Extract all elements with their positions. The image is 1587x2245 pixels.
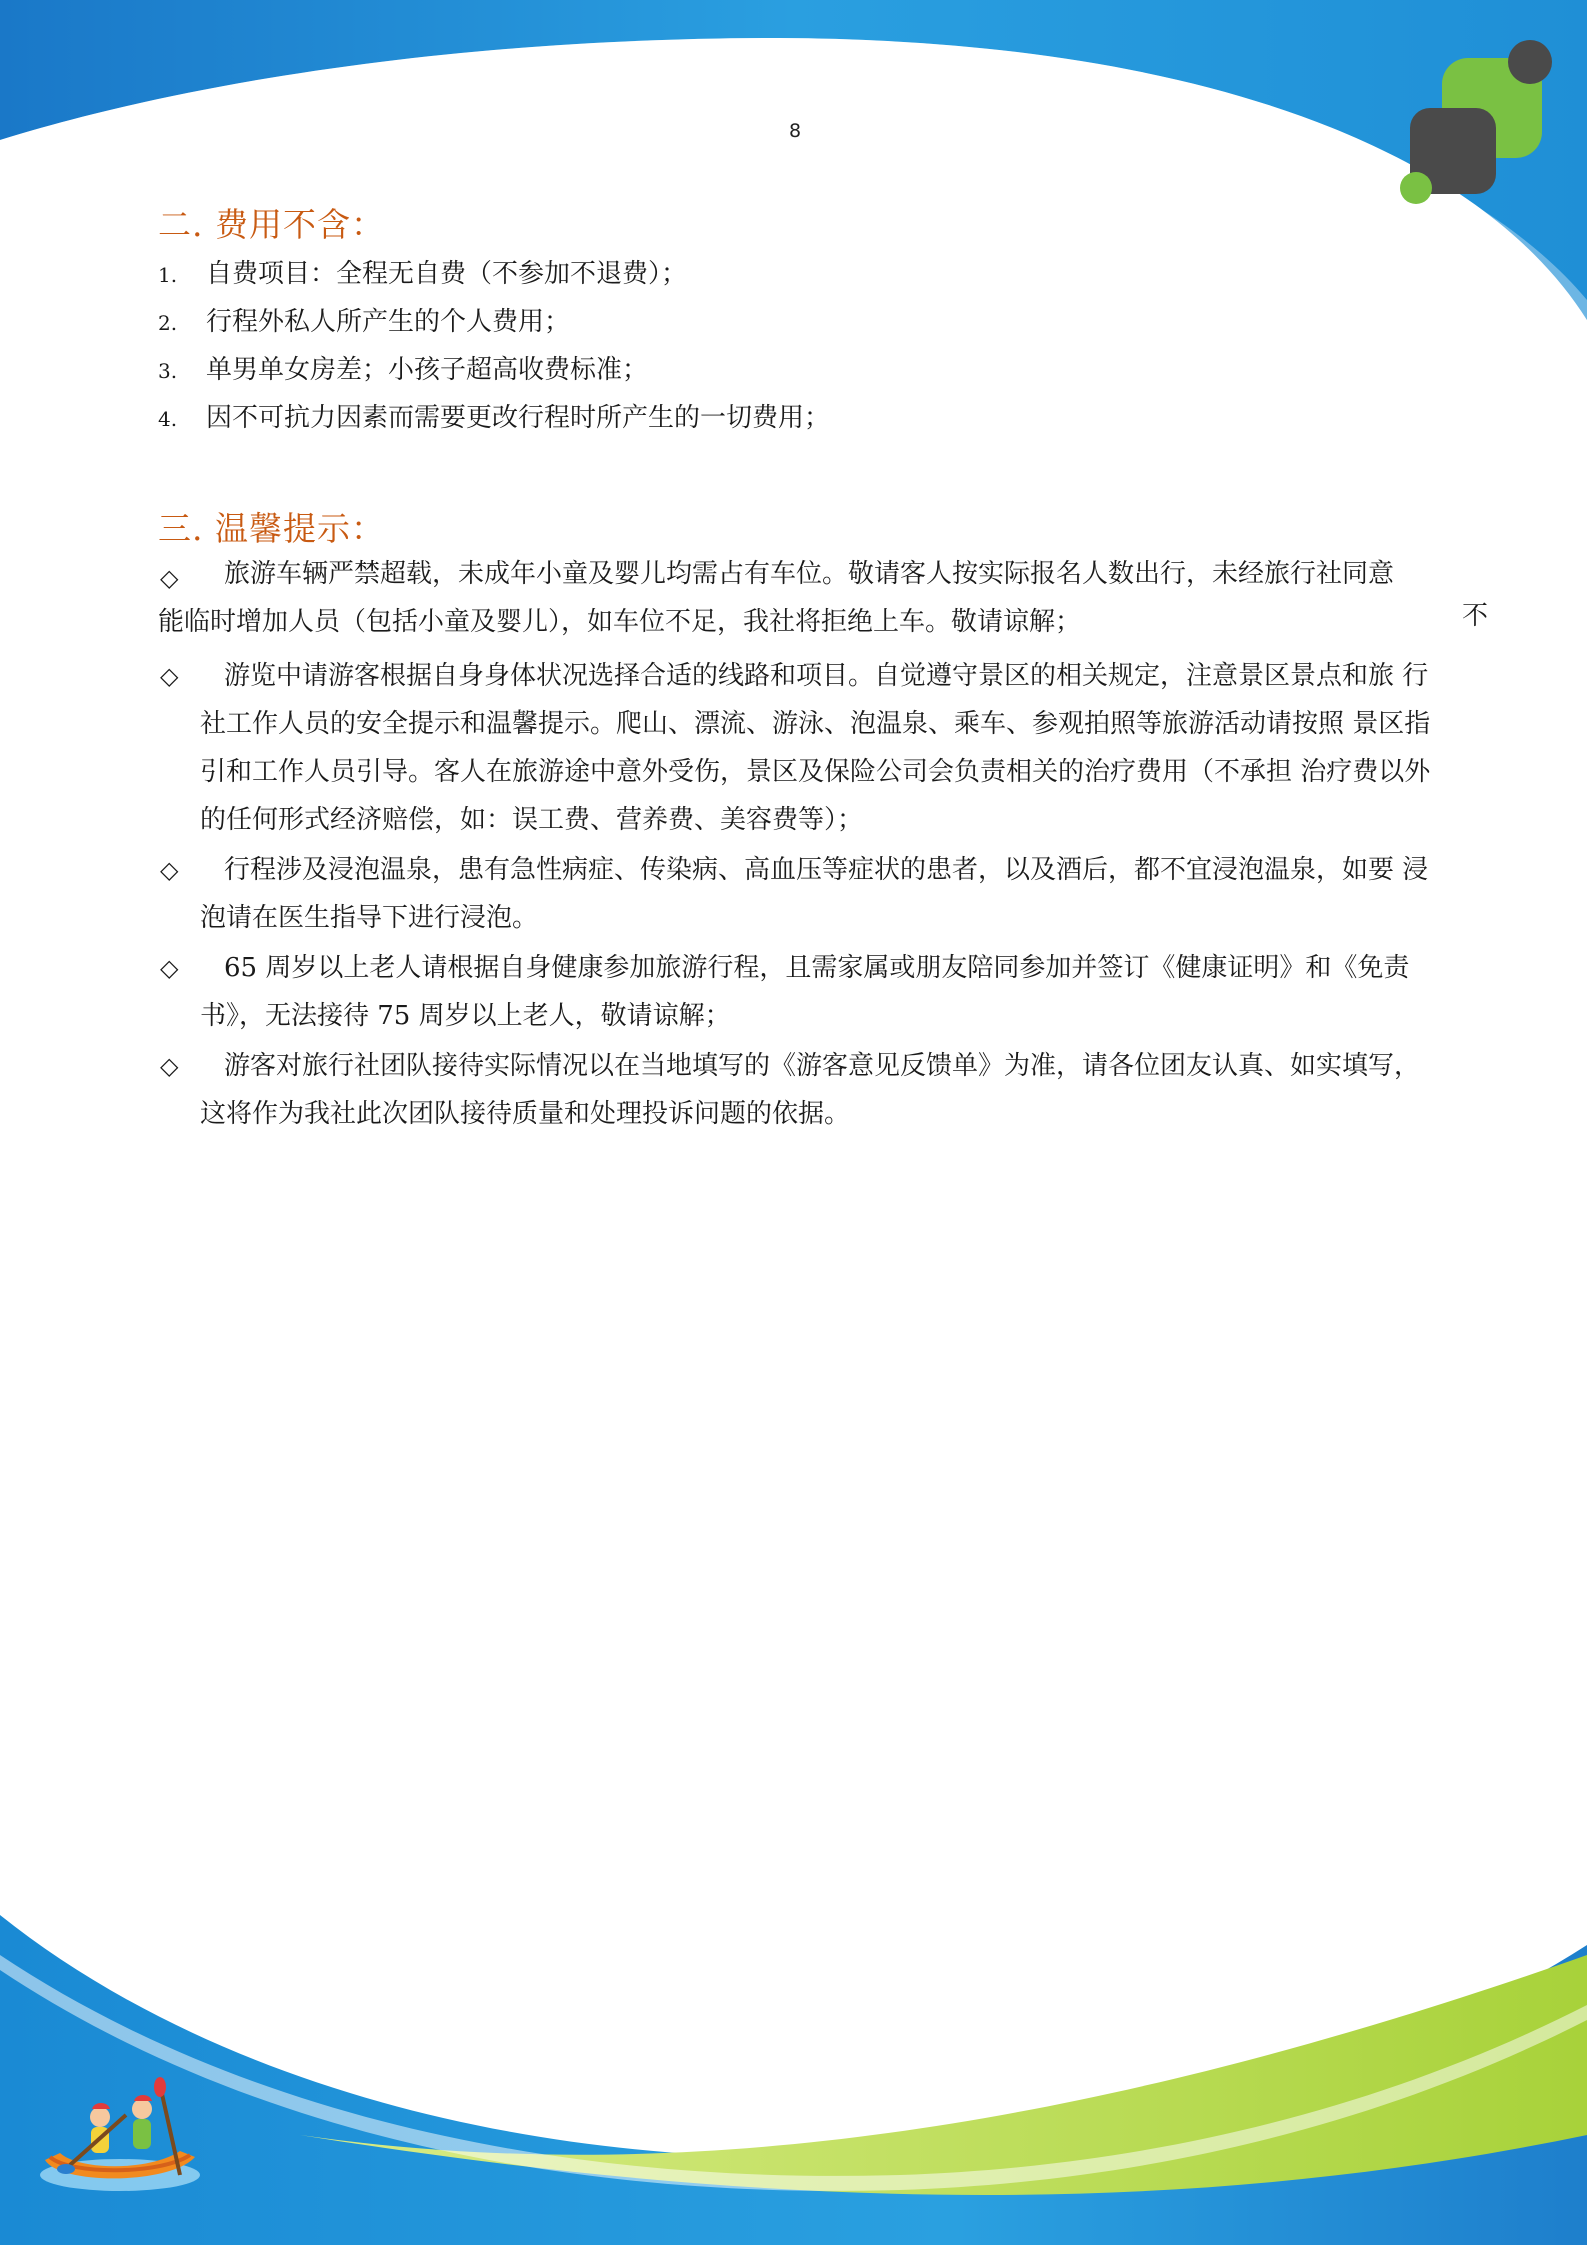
tip-item — [158, 944, 1458, 1040]
tip-item — [158, 846, 1458, 942]
excluded-fees-list — [158, 250, 1458, 442]
diamond-bullet-icon: ◇ — [160, 564, 179, 592]
list-item — [158, 394, 1458, 442]
tip-text: 行程涉及浸泡温泉，患有急性病症、传染病、高血压等症状的患者，以及酒后，都不宜浸泡温泉，如要 浸泡请在医生指导下进行浸泡。 — [200, 855, 1429, 933]
list-item — [158, 298, 1458, 346]
section-title-excluded-fees: 二. 费用不含： — [158, 205, 385, 244]
list-item-text: 自费项目：全程无自费（不参加不退费）； — [206, 259, 688, 289]
brand-logo-icon — [1390, 30, 1560, 210]
tip-item — [158, 1042, 1458, 1138]
diamond-bullet-icon: ◇ — [160, 954, 179, 982]
diamond-bullet-icon: ◇ — [160, 856, 179, 884]
tip-overflow-char: 不 — [1461, 601, 1488, 631]
diamond-bullet-icon: ◇ — [160, 662, 179, 690]
list-item-text: 行程外私人所产生的个人费用； — [206, 307, 571, 337]
list-item-number: 3. — [158, 359, 178, 383]
tip-text: 游客对旅行社团队接待实际情况以在当地填写的《游客意见反馈单》为准，请各位团友认真、如实填写，这将作为我社此次团队接待质量和处理投诉问题的依据。 — [200, 1051, 1421, 1129]
document-body — [158, 200, 1488, 1140]
diamond-bullet-icon: ◇ — [160, 1052, 179, 1080]
tip-text: 游览中请游客根据自身身体状况选择合适的线路和项目。自觉遵守景区的相关规定，注意景区景点和旅 行社工作人员的安全提示和温馨提示。爬山、漂流、游泳、泡温泉、乘车、参观拍照等旅游活动请按照 景区指引和工作人员引导。客人在旅游途中意外受伤，景区及保险公司会负责相关的治疗费用（不承担 治疗费以外的任何形式经济赔偿，如：误工费、营养费、美容费等）； — [200, 661, 1431, 835]
tips-list-continued — [158, 652, 1458, 1138]
list-item-number: 4. — [158, 407, 178, 431]
list-item — [158, 346, 1458, 394]
list-item-text: 因不可抗力因素而需要更改行程时所产生的一切费用； — [206, 403, 831, 433]
rafting-illustration-icon — [30, 2075, 210, 2205]
list-item-number: 1. — [158, 263, 178, 287]
list-item-number: 2. — [158, 311, 178, 335]
list-item — [158, 250, 1458, 298]
list-item-text: 单男单女房差；小孩子超高收费标准； — [206, 355, 649, 385]
tip-text: 旅游车辆严禁超载，未成年小童及婴儿均需占有车位。敬请客人按实际报名人数出行，未经旅行社同意 — [224, 559, 1395, 589]
bottom-wave-decoration — [0, 1885, 1587, 2245]
tip-continuation-text: 能临时增加人员（包括小童及婴儿），如车位不足，我社将拒绝上车。敬请谅解； — [158, 607, 1082, 637]
tip-text: 65 周岁以上老人请根据自身健康参加旅游行程，且需家属或朋友陪同参加并签订《健康证明》和《免责书》，无法接待 75 周岁以上老人，敬请谅解； — [200, 953, 1410, 1031]
section-title-tips: 三. 温馨提示： — [158, 509, 385, 548]
page-number: 8 — [788, 120, 802, 142]
tip-item — [158, 652, 1458, 844]
